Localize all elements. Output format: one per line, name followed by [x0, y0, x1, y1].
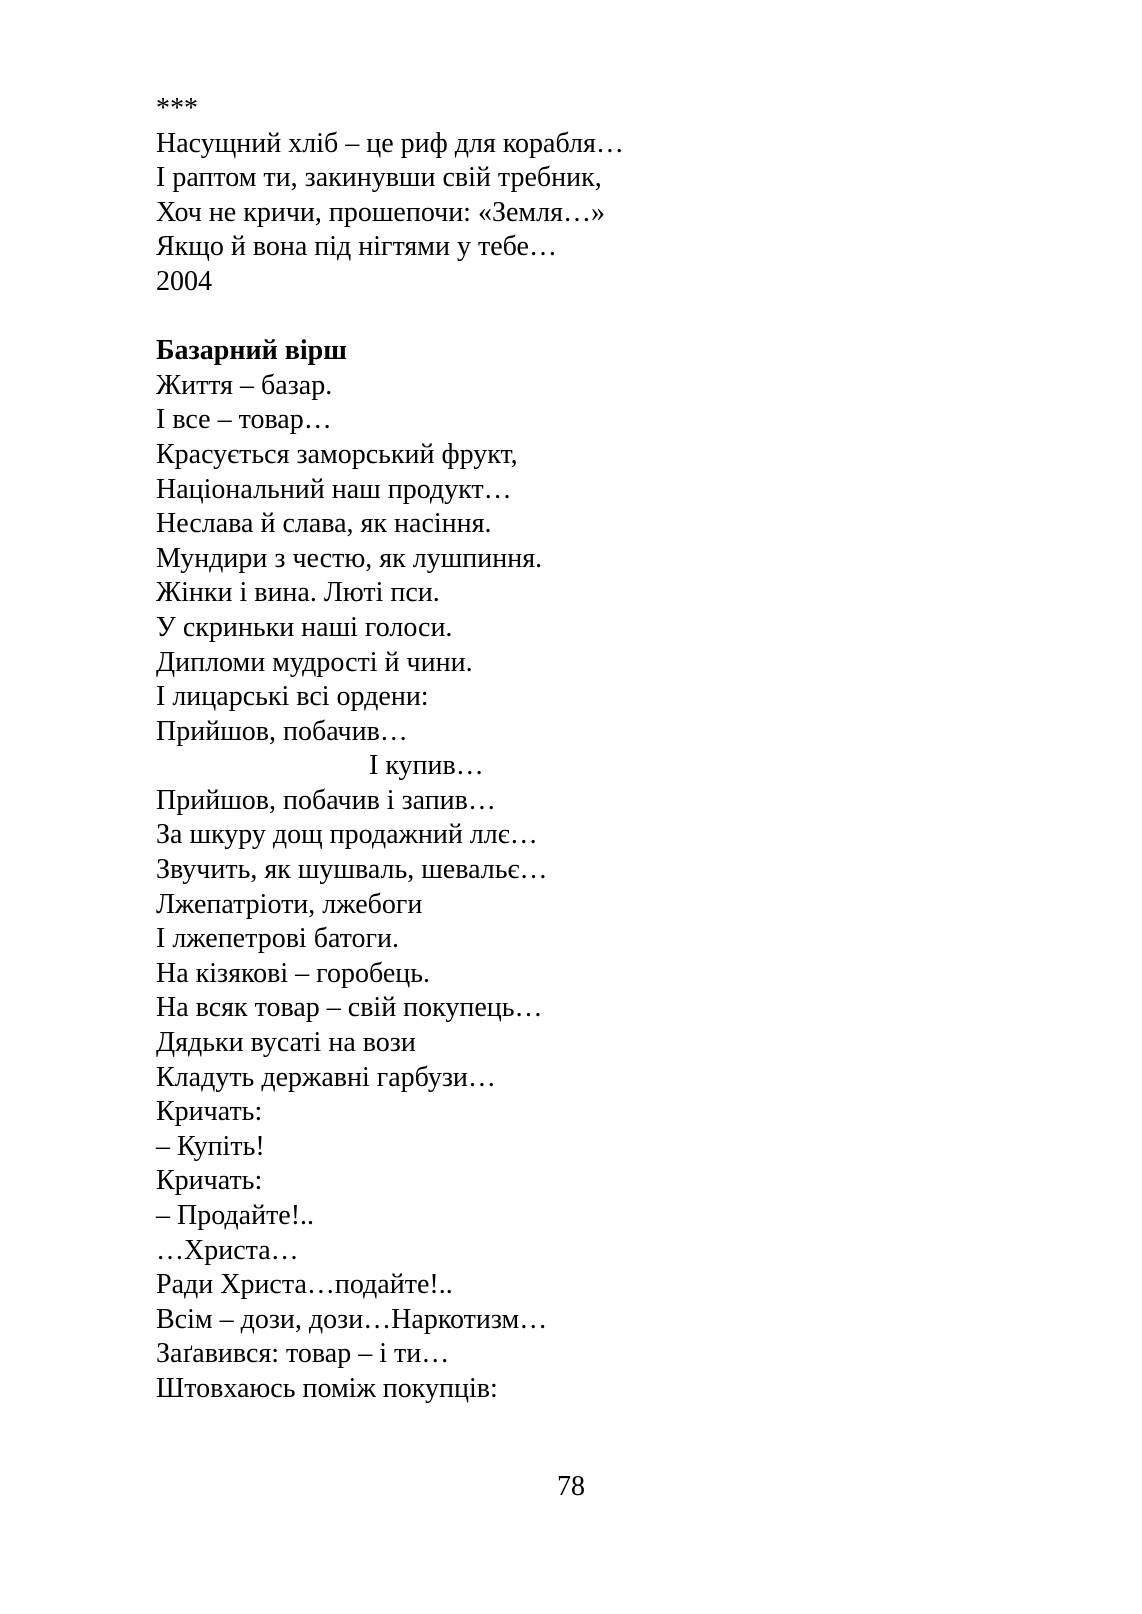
- poem-line: Жінки і вина. Люті пси.: [156, 577, 440, 609]
- poem-line: Неслава й слава, як насіння.: [156, 508, 492, 540]
- poem-line: Штовхаюсь поміж покупців:: [156, 1372, 498, 1404]
- poem-line: Кричать:: [156, 1165, 263, 1197]
- poem-line: – Продайте!..: [156, 1200, 315, 1231]
- poem-line: …Христа…: [156, 1234, 299, 1266]
- poem-line: За шкуру дощ продажний ллє…: [156, 819, 538, 851]
- poem-line: Прийшов, побачив і запив…: [156, 784, 496, 816]
- poem-line: У скриньки наші голоси.: [156, 611, 453, 643]
- poem-line: Звучить, як шушваль, шевальє…: [156, 854, 548, 886]
- poem-line: Всім – дози, дози…Наркотизм…: [156, 1303, 548, 1335]
- poem-line-indented: І купив…: [369, 750, 484, 782]
- poem-line: На кізякові – горобець.: [156, 957, 430, 989]
- poem-line: Красується заморський фрукт,: [156, 438, 518, 470]
- poem-line: Хоч не кричи, прошепочи: «Земля…»: [156, 196, 605, 228]
- poem-line: Кладуть державні гарбузи…: [156, 1061, 496, 1093]
- poem-line: І лжепетрові батоги.: [156, 923, 399, 955]
- poem-line: На всяк товар – свій покупець…: [156, 992, 543, 1024]
- poem-line: Лжепатріоти, лжебоги: [156, 888, 423, 920]
- poem-separator: ***: [156, 93, 198, 124]
- poem-line: Насущний хліб – це риф для корабля…: [156, 127, 624, 159]
- poem-line: Дипломи мудрості й чини.: [156, 646, 473, 678]
- poem-year: 2004: [156, 265, 212, 297]
- poem-line: Дядьки вусаті на вози: [156, 1027, 416, 1059]
- poem-title: Базарний вірш: [156, 335, 347, 367]
- poem-line: Життя – базар.: [156, 369, 333, 401]
- poem-line: Національний наш продукт…: [156, 473, 512, 505]
- stanza-spacer: [156, 300, 1016, 335]
- poem-line: Якщо й вона під нігтями у тебе…: [156, 231, 557, 263]
- poem-text-block: [156, 92, 1016, 1407]
- poem-line: Прийшов, побачив…: [156, 715, 408, 747]
- poem-line: Мундири з честю, як лушпиння.: [156, 542, 543, 574]
- poem-line: – Купіть!: [156, 1130, 265, 1162]
- poem-line: Ради Христа…подайте!..: [156, 1269, 453, 1301]
- poem-line: Заґавився: товар – і ти…: [156, 1338, 450, 1370]
- page-number: 78: [557, 1471, 585, 1502]
- poem-line: І лицарські всі ордени:: [156, 681, 429, 713]
- poem-line: Кричать:: [156, 1096, 263, 1128]
- poem-line: І раптом ти, закинувши свій требник,: [156, 162, 602, 194]
- poem-line: І все – товар…: [156, 404, 332, 436]
